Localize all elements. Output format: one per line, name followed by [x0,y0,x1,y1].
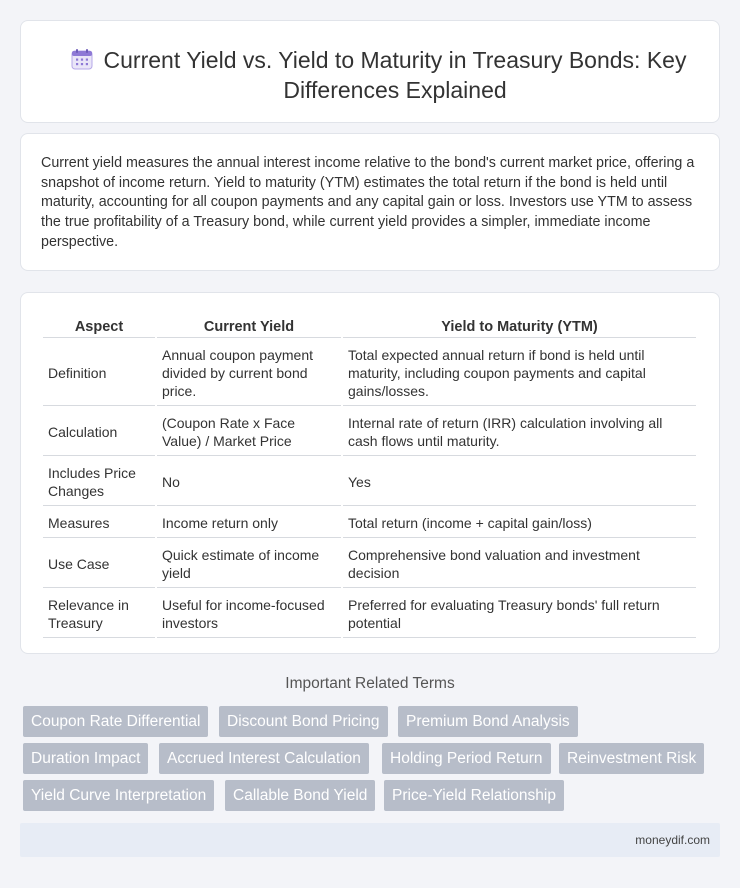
related-term-tag[interactable]: Callable Bond Yield [225,780,375,811]
table-cell-ytm: Total return (income + capital gain/loss) [343,508,696,538]
table-row [43,340,696,406]
table-cell-aspect: Use Case [43,540,155,588]
table-cell-aspect: Includes Price Changes [43,458,155,506]
related-term-tag[interactable]: Holding Period Return [382,743,551,774]
table-cell-ytm: Yes [343,458,696,506]
table-header-row [43,315,696,338]
table-cell-aspect: Calculation [43,408,155,456]
table-cell-aspect: Relevance in Treasury [43,590,155,638]
table-cell-current-yield: No [157,458,341,506]
page-title: Current Yield vs. Yield to Maturity in Treasury Bonds: Key Differences Explained [103,47,687,103]
table-cell-current-yield: Income return only [157,508,341,538]
table-cell-ytm: Internal rate of return (IRR) calculation involving all cash flows until maturity. [343,408,696,456]
table-cell-current-yield: Quick estimate of income yield [157,540,341,588]
table-row [43,508,696,538]
table-cell-current-yield: Annual coupon payment divided by current bond price. [157,340,341,406]
table-cell-ytm: Preferred for evaluating Treasury bonds' full return potential [343,590,696,638]
related-term-tag[interactable]: Reinvestment Risk [559,743,704,774]
related-term-tag[interactable]: Price-Yield Relationship [384,780,564,811]
title-card [20,20,720,123]
table-cell-current-yield: Useful for income-focused investors [157,590,341,638]
comparison-card [20,292,720,654]
table-cell-current-yield: (Coupon Rate x Face Value) / Market Price [157,408,341,456]
table-cell-ytm: Comprehensive bond valuation and investment decision [343,540,696,588]
column-header: Yield to Maturity (YTM) [343,315,696,338]
table-row [43,408,696,456]
related-term-tag[interactable]: Premium Bond Analysis [398,706,578,737]
table-cell-aspect: Measures [43,508,155,538]
footer [20,823,720,857]
intro-paragraph: Current yield measures the annual interest income relative to the bond's current market price, offering a snapshot of income return. Yield to maturity (YTM) estimates the total return if the bond is held until maturity, accounting for all coupon payments and any capital gain or loss. Investors use YTM to assess the true profitability of a Treasury bond, while current yield provides a simpler, immediate income perspective. [41,155,695,250]
related-terms-heading: Important Related Terms [285,675,455,692]
related-term-tag[interactable]: Duration Impact [23,743,148,774]
table-row [43,540,696,588]
related-term-tag[interactable]: Coupon Rate Differential [23,706,208,737]
table-cell-ytm: Total expected annual return if bond is held until maturity, including coupon payments and capital gains/losses. [343,340,696,406]
comparison-table [41,313,698,640]
column-header: Current Yield [157,315,341,338]
calendar-icon [71,48,93,70]
intro-card [20,133,720,271]
column-header: Aspect [43,315,155,338]
table-row [43,458,696,506]
table-cell-aspect: Definition [43,340,155,406]
site-credit[interactable]: moneydif.com [635,833,710,847]
related-term-tag[interactable]: Yield Curve Interpretation [23,780,214,811]
related-term-tag[interactable]: Discount Bond Pricing [219,706,388,737]
table-row [43,590,696,638]
related-term-tag[interactable]: Accrued Interest Calculation [159,743,369,774]
